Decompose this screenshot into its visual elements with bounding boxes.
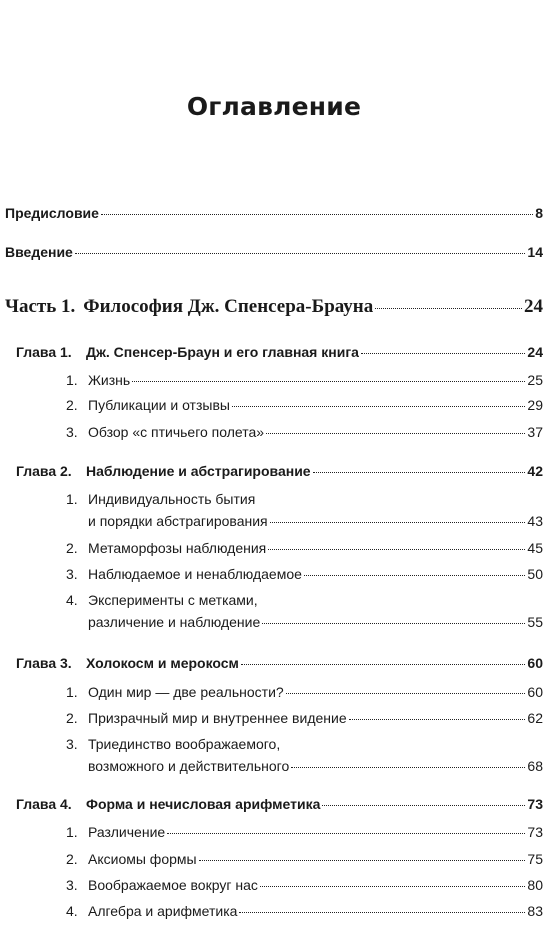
section-label: Наблюдаемое и ненаблюдаемое xyxy=(88,566,302,582)
page-number: 62 xyxy=(527,710,543,726)
section-number: 2. xyxy=(66,851,78,867)
toc-chapter-4[interactable] xyxy=(16,796,543,812)
section-label: Различение xyxy=(88,824,166,840)
dot-leader xyxy=(304,575,526,576)
page-number: 60 xyxy=(527,655,543,671)
dot-leader xyxy=(132,381,525,382)
toc-section[interactable] xyxy=(66,903,543,919)
toc-section[interactable] xyxy=(66,540,543,556)
dot-leader xyxy=(268,549,525,550)
chapter-number: Глава 3. xyxy=(16,655,72,671)
dot-leader xyxy=(232,406,525,407)
entry-label: Предисловие xyxy=(5,205,99,221)
toc-entry-introduction[interactable] xyxy=(5,244,543,260)
toc-section[interactable] xyxy=(66,877,543,893)
toc-chapter-2[interactable] xyxy=(16,463,543,479)
dot-leader xyxy=(260,886,526,887)
page-number: 80 xyxy=(527,877,543,893)
section-label: Призрачный мир и внутреннее видение xyxy=(88,710,347,726)
section-label: Жизнь xyxy=(88,372,131,388)
section-number: 1. xyxy=(66,372,78,388)
section-number: 3. xyxy=(66,566,78,582)
dot-leader xyxy=(313,472,526,473)
toc-section[interactable] xyxy=(66,851,543,867)
chapter-label: Наблюдение и абстрагирование xyxy=(86,463,311,479)
part-number: Часть 1. xyxy=(5,296,76,317)
chapter-label: Форма и нечисловая арифметика xyxy=(86,796,321,812)
section-number: 4. xyxy=(66,903,78,919)
dot-leader xyxy=(270,522,526,523)
section-label: Алгебра и арифметика xyxy=(88,903,238,919)
toc-section[interactable] xyxy=(66,397,543,413)
page-number: 50 xyxy=(527,566,543,582)
section-number: 2. xyxy=(66,397,78,413)
dot-leader xyxy=(375,308,522,309)
section-number: 3. xyxy=(66,424,78,440)
section-number: 3. xyxy=(66,736,78,752)
page-number: 8 xyxy=(535,205,543,221)
section-number: 3. xyxy=(66,877,78,893)
page-number: 25 xyxy=(527,372,543,388)
chapter-number: Глава 4. xyxy=(16,796,72,812)
dot-leader xyxy=(266,433,525,434)
dot-leader xyxy=(349,719,526,720)
dot-leader xyxy=(75,253,526,254)
toc-part-1[interactable] xyxy=(5,296,543,318)
section-number: 1. xyxy=(66,684,78,700)
chapter-number: Глава 2. xyxy=(16,463,72,479)
section-label: Аксиомы формы xyxy=(88,851,197,867)
dot-leader xyxy=(322,805,525,806)
toc-section-first-line[interactable] xyxy=(66,592,258,608)
toc-section[interactable] xyxy=(88,758,543,774)
chapter-label: Дж. Спенсер-Браун и его главная книга xyxy=(86,344,359,360)
page-number: 45 xyxy=(527,540,543,556)
page-number: 75 xyxy=(527,851,543,867)
page-number: 73 xyxy=(527,824,543,840)
toc-chapter-1[interactable] xyxy=(16,344,543,360)
dot-leader xyxy=(239,912,525,913)
page-number: 55 xyxy=(527,614,543,630)
section-label: Обзор «с птичьего полета» xyxy=(88,424,265,440)
section-label: Один мир — две реальности? xyxy=(88,684,284,700)
toc-section-first-line[interactable] xyxy=(66,736,280,752)
section-label-continued: различение и наблюдение xyxy=(88,614,261,630)
section-label-continued: возможного и действительного xyxy=(88,758,290,774)
toc-section[interactable] xyxy=(66,710,543,726)
toc-chapter-3[interactable] xyxy=(16,655,543,671)
page-number: 73 xyxy=(527,796,543,812)
page-number: 43 xyxy=(527,513,543,529)
section-number: 1. xyxy=(66,824,78,840)
dot-leader xyxy=(101,214,533,215)
page-number: 29 xyxy=(527,397,543,413)
section-number: 2. xyxy=(66,540,78,556)
toc-section[interactable] xyxy=(66,824,543,840)
page-number: 24 xyxy=(527,344,543,360)
section-label-continued: и порядки абстрагирования xyxy=(88,513,268,529)
page-number: 83 xyxy=(527,903,543,919)
toc-section-first-line[interactable] xyxy=(66,491,255,507)
dot-leader xyxy=(262,623,525,624)
section-label: Индивидуальность бытия xyxy=(88,491,256,507)
page-number: 14 xyxy=(527,244,543,260)
dot-leader xyxy=(167,833,525,834)
section-number: 1. xyxy=(66,491,78,507)
section-number: 2. xyxy=(66,710,78,726)
section-number: 4. xyxy=(66,592,78,608)
page-number: 42 xyxy=(527,463,543,479)
page-number: 37 xyxy=(527,424,543,440)
toc-title: Оглавление xyxy=(186,92,362,121)
toc-section[interactable] xyxy=(66,566,543,582)
toc-section[interactable] xyxy=(66,372,543,388)
dot-leader xyxy=(241,664,526,665)
section-label: Триединство воображаемого, xyxy=(88,736,281,752)
toc-section[interactable] xyxy=(66,424,543,440)
section-label: Метаморфозы наблюдения xyxy=(88,540,267,556)
dot-leader xyxy=(199,860,526,861)
page-number: 24 xyxy=(524,296,543,317)
toc-section[interactable] xyxy=(88,513,543,529)
dot-leader xyxy=(286,693,526,694)
chapter-number: Глава 1. xyxy=(16,344,72,360)
entry-label: Введение xyxy=(5,244,73,260)
toc-entry-preface[interactable] xyxy=(5,205,543,221)
dot-leader xyxy=(361,353,525,354)
toc-section[interactable] xyxy=(66,684,543,700)
chapter-label: Холокосм и мерокосм xyxy=(86,655,239,671)
page-number: 68 xyxy=(527,758,543,774)
section-label: Публикации и отзывы xyxy=(88,397,230,413)
dot-leader xyxy=(291,767,525,768)
part-label: Философия Дж. Спенсера-Брауна xyxy=(83,296,374,317)
section-label: Воображаемое вокруг нас xyxy=(88,877,258,893)
toc-section[interactable] xyxy=(88,614,543,630)
page-number: 60 xyxy=(527,684,543,700)
section-label: Эксперименты с метками, xyxy=(88,592,258,608)
